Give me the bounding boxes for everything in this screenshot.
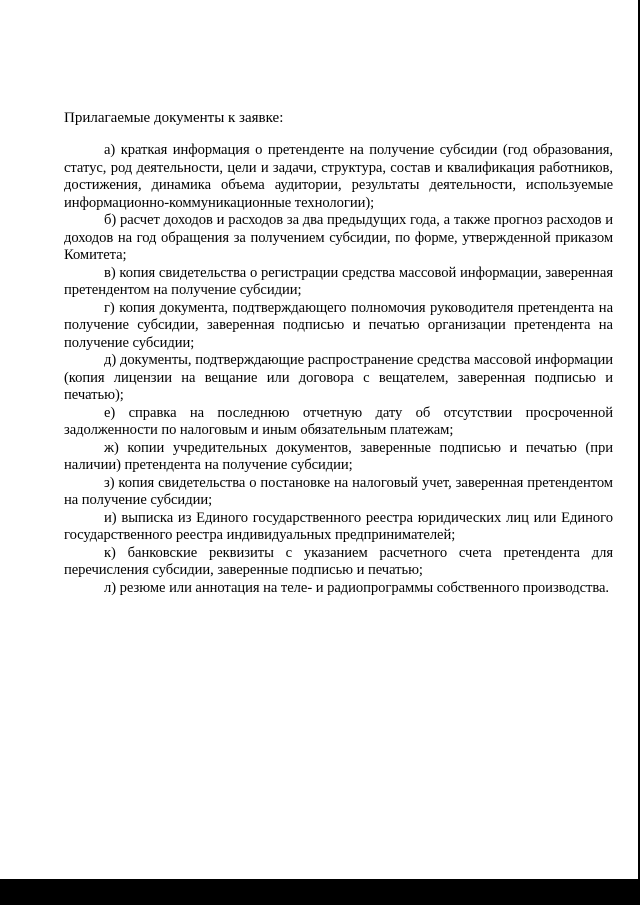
list-item-g: г) копия документа, подтверждающего полномочия руководителя претендента на получение субсидии, заверенная подписью и печатью организации претендента на получение субсидии; <box>64 299 613 351</box>
list-item-v: в) копия свидетельства о регистрации средства массовой информации, заверенная претендентом на получение субсидии; <box>64 264 613 298</box>
list-item-zh: ж) копии учредительных документов, заверенные подписью и печатью (при наличии) претендента на получение субсидии; <box>64 439 613 473</box>
list-item-b: б) расчет доходов и расходов за два предыдущих года, а также прогноз расходов и доходов на год обращения за получением субсидии, по форме, утвержденной приказом Комитета; <box>64 212 613 263</box>
list-item-z: з) копия свидетельства о постановке на налоговый учет, заверенная претендентом на получение субсидии; <box>64 474 613 508</box>
document-heading: Прилагаемые документы к заявке: <box>64 110 284 126</box>
list-item-e: е) справка на последнюю отчетную дату об отсутствии просроченной задолженности по налоговым и иным обязательным платежам; <box>64 404 613 438</box>
list-item-i: и) выписка из Единого государственного реестра юридических лиц или Единого государственного реестра индивидуальных предпринимателей; <box>64 509 613 543</box>
document-list <box>64 142 613 597</box>
list-item-d: д) документы, подтверждающие распространение средства массовой информации (копия лицензии на вещание или договора с вещателем, заверенная подписью и печатью); <box>64 352 613 403</box>
list-item-l: л) резюме или аннотация на теле- и радиопрограммы собственного производства. <box>104 579 610 596</box>
scan-edge-bottom <box>0 879 640 905</box>
list-item-k: к) банковские реквизиты с указанием расчетного счета претендента для перечисления субсидии, заверенные подписью и печатью; <box>64 544 613 578</box>
list-item-a: а) краткая информация о претенденте на получение субсидии (год образования, статус, род деятельности, цели и задачи, структура, состав и квалификация работников, достижения, динамика объема аудитории, результаты деятельности, используемые информационно-коммуникационные технологии); <box>64 142 613 211</box>
